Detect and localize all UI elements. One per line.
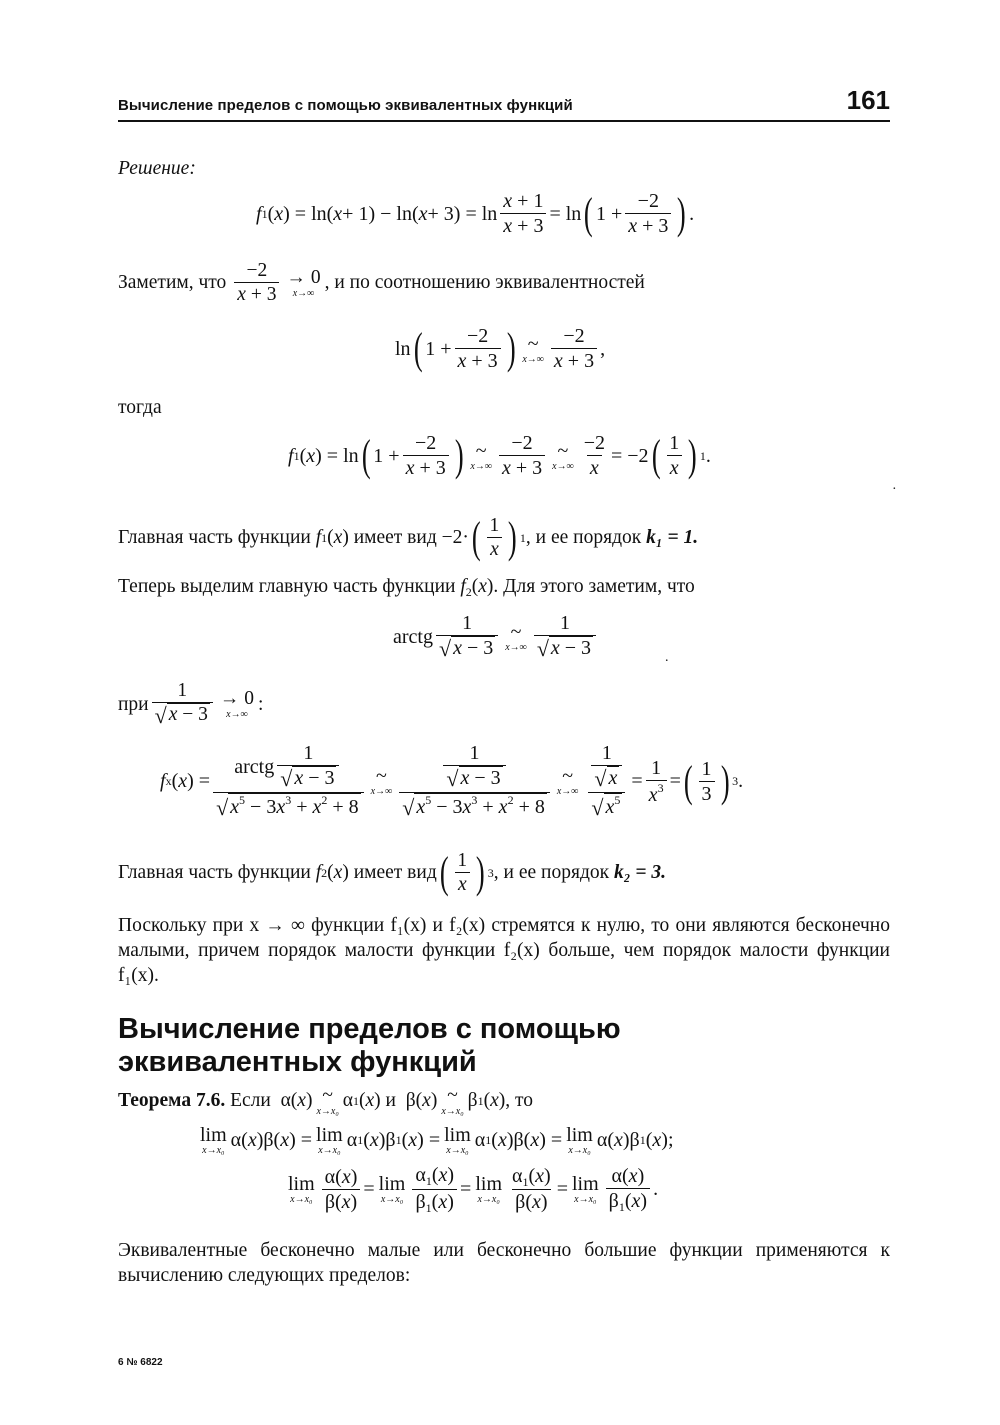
formula-arctg-equivalence: arctg 1 √ x − 3 ~ x→∞ 1 √ x − 3	[393, 612, 599, 662]
main-part-f1-order: , и ее порядок	[525, 527, 642, 549]
section-heading-line2: эквивалентных функций	[118, 1046, 477, 1078]
page-number: 161	[846, 85, 890, 115]
main-part-f2-prefix: Главная часть функции	[118, 862, 311, 884]
scan-dot: .	[665, 650, 669, 665]
f2-intro-suffix: . Для этого заметим, что	[493, 576, 695, 597]
f2-intro: Теперь выделим главную часть функции	[118, 576, 456, 597]
formula-f1-equivalence-chain: f 1 ( x ) = ln ( 1 + $\frac{-2}{x + 3}$ ) ~ x→∞ $\frac{-2}{x + 3}$ ~ x→∞ $\frac{-2}{x}$ = −2 ( $\frac{1}{x}$ ) 1 .	[288, 431, 711, 480]
at-line: при 1 √ x − 3 → 0 x→∞ :	[118, 680, 264, 728]
theorem-and: и	[385, 1090, 396, 1112]
theorem-if: Если	[230, 1090, 271, 1112]
main-part-f1-mid: имеет вид	[353, 527, 437, 549]
formula-limit-product: lim x→x₀ α( x )β( x ) = lim x→x₀ α 1 ( x )β 1 ( x ) = lim x→x₀ α 1 ( x )β( x ) = lim x→x₀ α( x )β 1 ( x );	[200, 1124, 674, 1156]
formula-f1-transform: f 1 ( x ) = ln( x + 1) − ln( x + 3) = ln $\frac{x + 1}{x + 3}$ = ln ( 1 + $\frac{-2}{x + 3}$ ) .	[256, 189, 695, 238]
formula-limit-ratio: lim x→x₀ $\frac{\alpha(x)}{\beta(x)}$ = lim x→x₀ $\frac{\alpha_1(x)}{\beta_1(x)}$ = lim x→x₀ $\frac{\alpha_1(x)}{\beta(x)}$ = lim x→x₀ $\frac{\alpha(x)}{\beta_1(x)}$ .	[288, 1164, 659, 1215]
conclusion-paragraph: Поскольку при x → ∞ функции f₁(x) и f₂(x) стремятся к нулю, то они являются бесконечно малыми, причем порядок малости функции f₂(x) больше, чем порядок малости функции f₁(x).	[118, 915, 890, 986]
formula-f2-equivalence-chain: f x ( x ) = arctg 1 √ x − 3 √ $x^5 - 3x^3 + x^2 + 8$ ~ x→∞ 1 √ x − 3 √ $x^5 - 3x^3 + x^2 + 8$ ~ x→∞ 1 √ x √ $x^5$ = $\frac{1}{x^3}$ = ( $\frac{1}{3}$ ) 3 .	[160, 742, 744, 820]
main-part-f2-line: Главная часть функции f 2 ( x ) имеет вид ( $\frac{1}{x}$ ) 3 , и ее порядок k₂ = 3.	[118, 848, 667, 898]
note-suffix: , и по соотношению эквивалентностей	[324, 272, 645, 294]
main-part-f2-mid: имеет вид	[353, 862, 437, 884]
main-part-f1-line: Главная часть функции f 1 ( x ) имеет вид −2· ( $\frac{1}{x}$ ) 1 , и ее порядок k₁ = 1.	[118, 513, 699, 563]
section-heading	[118, 1013, 890, 1079]
then-word: тогда	[118, 397, 162, 418]
solution-label: Решение:	[118, 158, 196, 179]
theorem-statement: Теорема 7.6. Если α( x ) ~ x→x₀ α 1 ( x ) и β( x ) ~ x→x₀ β 1 ( x ) , то	[118, 1085, 534, 1117]
final-paragraph: Эквивалентные бесконечно малые или бесконечно большие функции применяются к вычислению следующих пределов:	[118, 1240, 890, 1286]
formula-ln-equivalence: ln ( 1 + $\frac{-2}{x + 3}$ ) ~ x→∞ $\frac{-2}{x + 3}$ ,	[395, 324, 606, 373]
note-prefix: Заметим, что	[118, 272, 227, 294]
running-header	[118, 85, 890, 122]
main-part-f1-prefix: Главная часть функции	[118, 527, 311, 549]
theorem-then: , то	[505, 1090, 534, 1112]
main-part-f2-order: , и ее порядок	[493, 862, 610, 884]
theorem-label: Теорема 7.6.	[118, 1090, 226, 1112]
note-line: Заметим, что $\frac{-2}{x + 3}$ → 0 x→∞ , и по соотношению эквивалентностей	[118, 260, 645, 306]
running-title: Вычисление пределов с помощью эквивалентных функций	[118, 97, 573, 114]
scan-dot: ·	[892, 482, 897, 497]
footer-code: 6 № 6822	[118, 1357, 163, 1368]
main-part-f1-order-value: k₁ = 1.	[646, 527, 699, 549]
f2-intro-line: Теперь выделим главную часть функции $f_2(x)$. Для этого заметим, что	[118, 576, 695, 599]
at-prefix: при	[118, 693, 149, 715]
section-heading-line1: Вычисление пределов с помощью	[118, 1013, 621, 1045]
main-part-f2-order-value: k₂ = 3.	[613, 862, 667, 884]
